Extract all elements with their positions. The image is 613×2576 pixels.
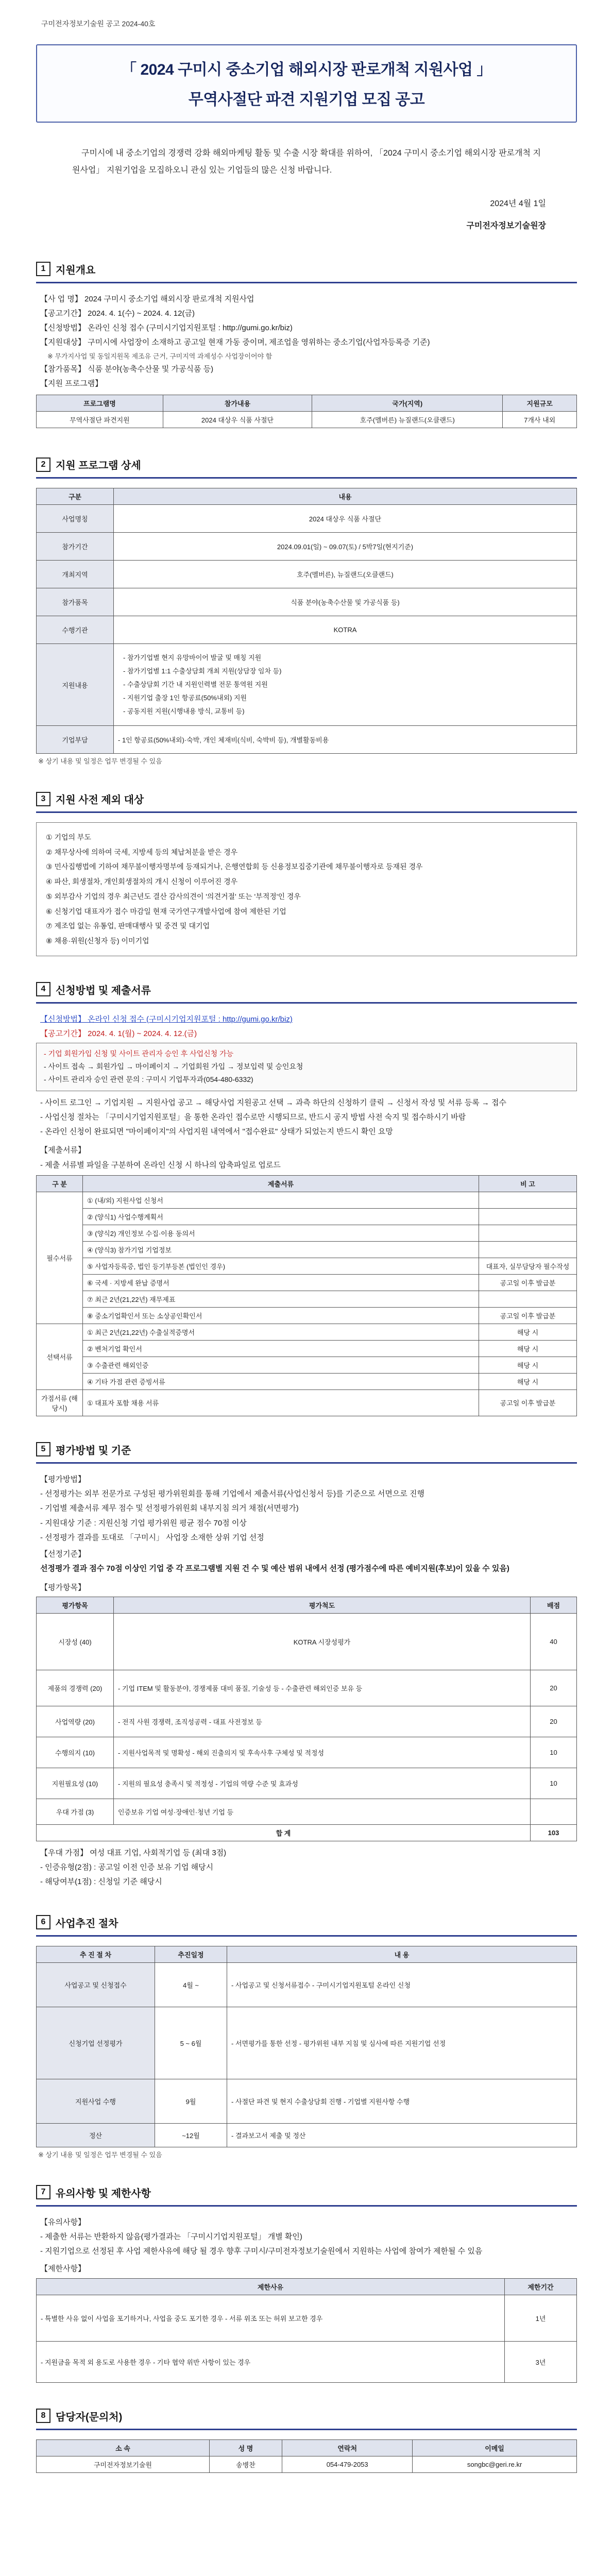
row-label: 참가품목 [37,588,114,616]
row-value: 식품 분야(농축수산물 및 가공식품 등) [114,588,577,616]
caution-line: - 지원기업으로 선정된 후 사업 제한사유에 해당 될 경우 향후 구미시/구미전자정보기술원에서 지원하는 사업에 참여가 제한될 수 있음 [40,2247,483,2256]
section-title: 지원 프로그램 상세 [56,460,141,472]
criteria-label: 사업역량 (20) [37,1706,114,1737]
section-title: 평가방법 및 기준 [56,1445,131,1456]
step-desc: - 서면평가를 통한 선정 - 평가위원 내부 지침 및 심사에 따른 지원기업 선정 [227,2007,577,2079]
criteria-desc: KOTRA 시장성평가 [114,1613,531,1670]
table-header: 제출서류 [83,1175,479,1192]
table-row [37,588,577,616]
method-title: 【평가방법】 [40,1475,86,1484]
section-application [36,982,577,1416]
step-name: 정산 [37,2123,155,2147]
title-box [36,44,577,123]
table-row [37,2341,577,2382]
section-divider [36,2429,577,2430]
section-exclusions [36,791,577,956]
announcement-code: 구미전자정보기술원 공고 2024-40호 [41,20,156,28]
bonus-line: 【우대 가점】 여성 대표 기업, 사회적기업 등 (최대 3점) [40,1848,227,1857]
step-date: 9월 [155,2079,227,2123]
restrict-reason: - 지원금을 목적 외 용도로 사용한 경우 - 기타 협약 위반 사항이 있는 경우 [37,2341,505,2382]
section-number: 2 [36,457,50,472]
apply-note-box [36,1043,577,1091]
doc-note: 대표자, 실무담당자 필수작성 [479,1258,577,1274]
table-row [37,1962,577,2007]
doc-name: ⑧ 중소기업확인서 또는 소상공인확인서 [83,1307,479,1324]
table-header: 내 용 [227,1946,577,1962]
doc-name: ① 대표자 포함 채용 서류 [83,1389,479,1416]
section-divider [36,2205,577,2207]
doc-note: 해당 시 [479,1340,577,1357]
table-row [37,1824,577,1841]
overview-item: 【사 업 명】 2024 구미시 중소기업 해외시장 판로개척 지원사업 [40,294,254,303]
doc-name: ① 최근 2년(21,22년) 수출실적증명서 [83,1324,479,1340]
section-heading [36,982,577,997]
row-value: KOTRA [114,616,577,644]
restrict-reason: - 특별한 사유 없이 사업을 포기하거나, 사업을 중도 포기한 경우 - 서류 위조 또는 허위 보고한 경우 [37,2295,505,2341]
section-divider [36,811,577,813]
table-row [37,726,577,754]
docs-title: 【제출서류】 [40,1146,86,1155]
announcement-date: 2024년 4월 1일 [490,199,546,208]
contact-email[interactable]: songbc@geri.re.kr [413,2456,577,2472]
table-row [37,1192,577,1208]
table-header: 평가척도 [114,1597,531,1613]
apply-line: - 온라인 신청이 완료되면 "마이페이지"의 사업지원 내역에서 "접수완료" 상태가 되었는지 반드시 확인 요망 [40,1127,393,1137]
step-name: 지원사업 수행 [37,2079,155,2123]
criteria-score: 10 [531,1768,577,1799]
section-title: 지원개요 [56,264,96,276]
doc-note [479,1225,577,1241]
table-header: 추진일정 [155,1946,227,1962]
section-title: 유의사항 및 제한사항 [56,2188,151,2199]
exclusion-item: ② 채무상사에 의하여 국세, 지방세 등의 체납처분을 받은 경우 [46,848,238,856]
row-value: 2024.09.01(일) ~ 09.07(토) / 5박7일(현지기준) [114,533,577,561]
section-divider [36,282,577,283]
section-title: 사업추진 절차 [56,1918,118,1929]
table-row [37,1225,577,1241]
doc-name: ⑤ 사업자등록증, 법인 등기부등본 (법인인 경우) [83,1258,479,1274]
overview-item: 【참가품목】 식품 분야(농축수산물 및 가공식품 등) [40,364,214,374]
select-text: 선정평가 결과 점수 70점 이상인 기업 중 각 프로그램별 지원 건 수 및 예산 범위 내에서 선정 (평가점수에 따른 예비지원(후보)이 있을 수 있음) [40,1564,509,1573]
contact-dept: 구미전자정보기술원 [37,2456,210,2472]
apply-line: - 사업신청 절차는 「구미시기업지원포털」을 통한 온라인 접수로만 시행되므로, 반드시 공지 방법 사전 숙지 및 접수하시기 바람 [40,1112,466,1122]
table-row [37,533,577,561]
table-header: 추 진 절 차 [37,1946,155,1962]
doc-note: 공고일 이후 발급분 [479,1274,577,1291]
overview-note: ※ 무가지사업 및 동일지원목 제조유 근거, 구미지역 과제성수 사업장이어야 함 [47,352,273,360]
step-desc: - 사절단 파견 및 현지 수출상담회 진행 - 기업별 지원사항 수행 [227,2079,577,2123]
table-cell: 2024 대상우 식품 사절단 [163,412,312,428]
doc-name: ④ (양식3) 참가기업 기업정보 [83,1241,479,1258]
exclusion-item: ⑥ 신청기업 대표자가 접수 마감일 현재 국가연구개발사업에 참여 제한된 기업 [46,907,286,916]
section-heading [36,2185,577,2200]
overview-item: 【지원대상】 구미시에 사업장이 소재하고 공고일 현재 가동 중이며, 제조업을 영위하는 중소기업(사업자등록증 기준) [40,338,430,347]
section-contact [36,2409,577,2473]
table-header: 성 명 [209,2439,282,2456]
announcement-org: 구미전자정보기술원장 [466,221,546,230]
support-item: - 공동지원 지원(시행내용 방식, 교통비 등) [123,707,245,716]
table-row [37,1389,577,1416]
table-row [37,1274,577,1291]
bonus-line: - 인증유형(2점) : 공고일 이전 인증 보유 기업 해당시 [40,1863,214,1872]
step-date: 5 ~ 6월 [155,2007,227,2079]
table-row [37,1799,577,1824]
docs-note: - 제출 서류별 파일을 구분하여 온라인 신청 시 하나의 압축파일로 업로드 [40,1160,281,1170]
doc-name: ② 벤처기업 확인서 [83,1340,479,1357]
criteria-desc: - 기업 ITEM 및 활동분야, 경쟁제품 대비 품질, 기술성 등 - 수출관련 해외인증 보유 등 [114,1670,531,1706]
step-date: ~12월 [155,2123,227,2147]
method-line: - 지원대상 기준 : 지원신청 기업 평가위원 평균 점수 70점 이상 [40,1518,247,1528]
table-header: 구분 [37,488,114,505]
table-row [37,2079,577,2123]
row-label: 참가기간 [37,533,114,561]
exclusion-item: ⑦ 제조업 없는 유통업, 판매대행사 및 중견 및 대기업 [46,922,210,930]
doc-name: ① (내/외) 지원사업 신청서 [83,1192,479,1208]
apply-period: 【공고기간】 2024. 4. 1(월) ~ 2024. 4. 12.(금) [40,1029,197,1038]
table-row [37,1291,577,1307]
row-value: 2024 대상우 식품 사절단 [114,505,577,533]
step-desc: - 결과보고서 제출 및 정산 [227,2123,577,2147]
table-row [37,2007,577,2079]
table-header: 평가항목 [37,1597,114,1613]
support-item: - 참가기업별 1:1 수출상담회 개최 지원(상담장 임차 등) [123,667,282,675]
documents-table [36,1175,577,1416]
doc-name: ③ 수출관련 해외인증 [83,1357,479,1373]
doc-name: ② (양식1) 사업수행계획서 [83,1208,479,1225]
group-label: 필수서류 [37,1192,83,1324]
table-header: 이메일 [413,2439,577,2456]
table-row [37,1241,577,1258]
method-line: - 선정평가 결과를 토대로 「구미시」 사업장 소재한 상위 기업 선정 [40,1533,264,1542]
criteria-title: 【평가항목】 [40,1583,86,1592]
row-label: 개최지역 [37,561,114,588]
criteria-label: 지원필요성 (10) [37,1768,114,1799]
step-date: 4월 ~ [155,1962,227,2007]
overview-item: 【공고기간】 2024. 4. 1(수) ~ 2024. 4. 12(금) [40,309,195,318]
table-row [37,1258,577,1274]
table-row [37,2295,577,2341]
contact-phone[interactable]: 054-479-2053 [282,2456,413,2472]
section-number: 7 [36,2185,50,2199]
criteria-score: 40 [531,1613,577,1670]
apply-line: - 사이트 로그인 → 기업지원 → 지원사업 공고 → 해당사업 지원공고 선택 → 과측 하단의 신청하기 클릭 → 신청서 작성 및 서류 등록 → 접수 [40,1098,507,1107]
exclusion-item: ① 기업의 부도 [46,833,91,842]
table-header: 제한기간 [505,2278,577,2295]
section-divider [36,1462,577,1464]
table-header: 소 속 [37,2439,210,2456]
doc-note [479,1291,577,1307]
criteria-desc: - 지원사업목적 및 명확성 - 해외 진출의지 및 후속사후 구체성 및 적정성 [114,1737,531,1768]
table-row [37,1324,577,1340]
total-value: 103 [531,1824,577,1841]
doc-name: ③ (양식2) 개인정보 수집·이용 동의서 [83,1225,479,1241]
doc-note: 해당 시 [479,1324,577,1340]
row-value: - 1인 항공료(50%내외)·숙박, 개인 체재비(식비, 숙박비 등), 개별활동비용 [114,726,577,754]
restrict-table [36,2278,577,2383]
support-list [114,644,577,726]
doc-name: ④ 기타 가점 관련 증빙서류 [83,1373,479,1389]
support-item: - 수출상담회 기간 내 지원인력별 전문 통역원 지원 [123,681,268,689]
criteria-desc: - 지원의 필요성 충족시 및 적정성 - 기업의 역량 수준 및 효과성 [114,1768,531,1799]
contact-table [36,2439,577,2473]
contact-name: 송병찬 [209,2456,282,2472]
intro-text: 구미시에 내 중소기업의 경쟁력 강화 해외마케팅 활동 및 수출 시장 확대를 위하여, 「2024 구미시 중소기업 해외시장 판로개척 지원사업」 지원기업을 모집하오니 관심 있는 기업들의 많은 신청 바랍니다. [72,149,541,175]
table-row [37,1357,577,1373]
section-heading [36,2409,577,2424]
doc-note: 해당 시 [479,1373,577,1389]
table-cell: 호주(멜버른) 뉴질랜드(오클랜드) [312,412,503,428]
table-header: 지원규모 [503,395,577,412]
support-item: - 지원기업 출장 1인 항공료(50%내외) 지원 [123,694,247,702]
table-row [37,1706,577,1737]
doc-note: 공고일 이후 발급분 [479,1389,577,1416]
bonus-line: - 해당여부(1점) : 신청일 기준 해당시 [40,1877,162,1887]
exclusion-item: ③ 민사집행법에 기하여 채무불이행자명부에 등재되거나, 은행연합회 등 신용정보집중기관에 채무불이행자로 등재된 경우 [46,862,423,871]
step-name: 신청기업 선정평가 [37,2007,155,2079]
row-label: 사업명칭 [37,505,114,533]
exclusion-item: ⑧ 채용·위원(신청자 등) 이미기업 [46,936,149,945]
program-table [36,395,577,428]
section-program-detail [36,457,577,766]
table-row [37,1208,577,1225]
exclusion-item: ⑤ 외부감사 기업의 경우 최근년도 결산 감사의견이 '의견거절' 또는 '부적정'인 경우 [46,892,301,901]
criteria-label: 제품의 경쟁력 (20) [37,1670,114,1706]
overview-item: 【신청방법】 온라인 신청 접수 (구미시기업지원포털 : http://gumi.go.kr/biz) [40,324,293,333]
doc-note [479,1241,577,1258]
section-heading [36,457,577,472]
table-header: 내용 [114,488,577,505]
table-row [37,1613,577,1670]
table-header: 비 고 [479,1175,577,1192]
step-desc: - 사업공고 및 신청서류접수 - 구미시기업지원포털 온라인 신청 [227,1962,577,2007]
table-header: 연락처 [282,2439,413,2456]
step-name: 사업공고 및 신청접수 [37,1962,155,2007]
table-cell: 무역사절단 파견지원 [37,412,163,428]
section-number: 8 [36,2409,50,2423]
table-row [37,2456,577,2472]
process-table [36,1946,577,2147]
doc-name: ⑦ 최근 2년(21,22년) 재무제표 [83,1291,479,1307]
row-label: 지원내용 [37,644,114,726]
caution-title: 【유의사항】 [40,2217,86,2227]
support-item: - 참가기업별 현지 유망바이어 발굴 및 매칭 지원 [123,654,262,662]
caution-line: - 제출한 서류는 반환하지 않음(평가결과는 「구미시기업지원포털」 개별 확인) [40,2232,302,2241]
section-divider [36,1002,577,1004]
row-label: 수행기관 [37,616,114,644]
section-divider [36,1935,577,1937]
criteria-label: 수행의지 (10) [37,1737,114,1768]
section-number: 5 [36,1442,50,1456]
bonus-desc: 인증보유 기업 여성·장애인·청년 기업 등 [114,1799,531,1824]
row-value: 호주(멜버른), 뉴질랜드(오클랜드) [114,561,577,588]
section-title: 담당자(문의처) [56,2411,123,2423]
restrict-period: 3년 [505,2341,577,2382]
restrict-title: 【제한사항】 [40,2264,86,2274]
apply-note: - 기업 회원가입 신청 및 사이트 관리자 승인 후 사업신청 가능 [44,1049,234,1058]
doc-note [479,1208,577,1225]
table-row [37,412,577,428]
table-header: 구 분 [37,1175,83,1192]
section-heading [36,791,577,806]
method-line: - 기업별 제출서류 제무 점수 및 선정평가위원회 내부지침 의거 채점(서면평가) [40,1504,299,1513]
table-header: 제한사유 [37,2278,505,2295]
table-row [37,616,577,644]
apply-method-link[interactable]: 【신청방법】 온라인 신청 접수 (구미시기업지원포털 : http://gumi.go.kr/biz) [40,1014,293,1024]
section-divider [36,477,577,479]
restrict-period: 1년 [505,2295,577,2341]
criteria-score: 20 [531,1706,577,1737]
criteria-table [36,1597,577,1841]
section-number: 4 [36,982,50,996]
process-note: ※ 상기 내용 및 일정은 업무 변경될 수 있음 [38,2150,162,2159]
table-cell: 7개사 내외 [503,412,577,428]
section-evaluation [36,1442,577,1889]
apply-note: - 사이트 관리자 승인 관련 문의 : 구미시 기업투자과(054-480-6332) [44,1075,253,1084]
doc-note: 해당 시 [479,1357,577,1373]
row-label: 기업부담 [37,726,114,754]
table-header: 배점 [531,1597,577,1613]
doc-note: 공고일 이후 발급분 [479,1307,577,1324]
group-label: 가점서류 (해당시) [37,1389,83,1416]
page-subtitle: 무역사절단 파견 지원기업 모집 공고 [188,91,425,108]
section-number: 3 [36,792,50,806]
table-row [37,644,577,726]
overview-item: 【지원 프로그램】 [40,379,103,388]
table-header: 참가내용 [163,395,312,412]
criteria-score: 20 [531,1670,577,1706]
page-title: 「 2024 구미시 중소기업 해외시장 판로개척 지원사업 」 [121,61,492,78]
table-header: 프로그램명 [37,395,163,412]
section-process [36,1915,577,2159]
program-detail-table [36,488,577,754]
apply-note: - 사이트 접속 → 회원가입 → 마이페이지 → 기업회원 가입 → 정보입력 및 승인요청 [44,1062,303,1071]
table-row [37,2123,577,2147]
program-note: ※ 상기 내용 및 일정은 업무 변경될 수 있음 [38,757,162,766]
section-heading [36,262,577,277]
group-label: 선택서류 [37,1324,83,1389]
table-row [37,561,577,588]
select-title: 【선정기준】 [40,1550,86,1559]
section-title: 지원 사전 제외 대상 [56,794,144,806]
section-number: 1 [36,262,50,276]
section-title: 신청방법 및 제출서류 [56,985,151,996]
table-row [37,1307,577,1324]
table-row [37,1768,577,1799]
table-row [37,505,577,533]
total-label: 합 계 [37,1824,531,1841]
table-row [37,1373,577,1389]
section-heading [36,1442,577,1457]
method-line: - 선정평가는 외부 전문가로 구성된 평가위원회를 통해 기업에서 제출서류(사업신청서 등)를 기준으로 서면으로 진행 [40,1489,425,1499]
criteria-score: 10 [531,1737,577,1768]
section-number: 6 [36,1915,50,1929]
section-cautions [36,2185,577,2383]
section-heading [36,1915,577,1930]
exclusion-item: ④ 파산, 회생절차, 개인회생절차의 개시 신청이 이루어진 경우 [46,877,238,886]
doc-note [479,1192,577,1208]
bonus-label: 우대 가점 (3) [37,1799,114,1824]
criteria-label: 시장성 (40) [37,1613,114,1670]
table-row [37,1670,577,1706]
doc-name: ⑥ 국세 · 지방세 완납 증명서 [83,1274,479,1291]
table-header: 국가(지역) [312,395,503,412]
criteria-desc: - 전직 사원 경쟁력, 조직성공력 - 대표 사전정보 등 [114,1706,531,1737]
exclusion-box [36,822,577,956]
table-row [37,1737,577,1768]
table-row [37,1340,577,1357]
section-overview [36,262,577,429]
